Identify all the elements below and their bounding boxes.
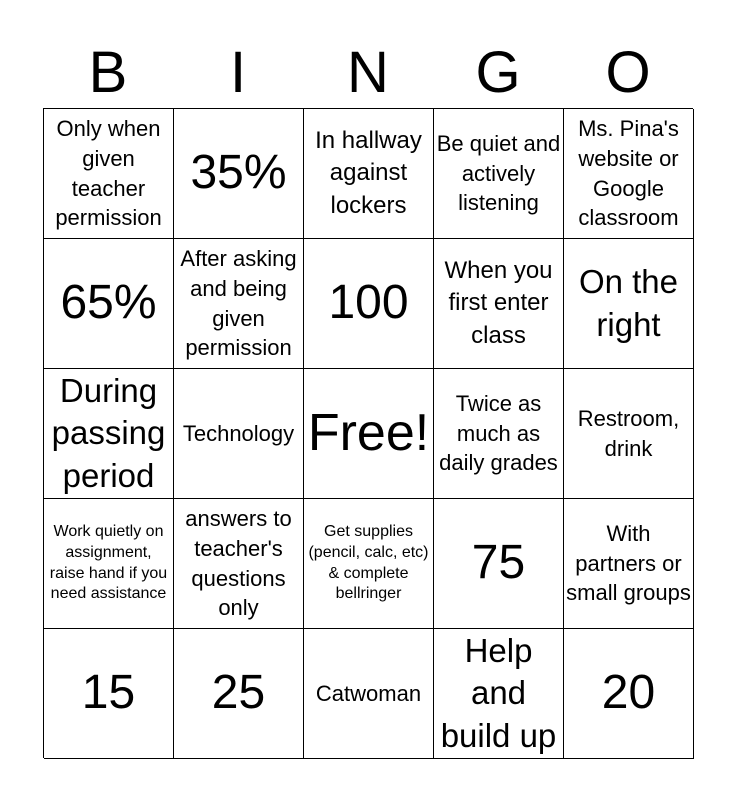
cell-text: 100 xyxy=(328,276,409,330)
free-space-text: Free! xyxy=(307,403,430,462)
header-letter-b: B xyxy=(88,40,128,105)
free-space-cell[interactable] xyxy=(304,369,434,499)
cell-text: Technology xyxy=(182,420,295,446)
bingo-cell[interactable] xyxy=(304,239,434,369)
bingo-cell[interactable] xyxy=(174,109,304,239)
cell-text: 35% xyxy=(190,146,287,200)
cell-text: Restroom, drink xyxy=(577,405,680,461)
bingo-cell[interactable] xyxy=(304,499,434,629)
cell-text: On the right xyxy=(578,263,679,343)
cell-text: 20 xyxy=(601,666,656,720)
bingo-cell[interactable] xyxy=(564,109,694,239)
cell-text: 75 xyxy=(471,536,526,590)
bingo-grid xyxy=(43,108,693,758)
bingo-cell[interactable] xyxy=(174,239,304,369)
bingo-cell[interactable] xyxy=(174,629,304,759)
cell-text: When you first enter class xyxy=(444,256,553,349)
header-letter-i: I xyxy=(229,40,247,105)
bingo-cell[interactable] xyxy=(44,369,174,499)
bingo-cell[interactable] xyxy=(434,109,564,239)
cell-text: 15 xyxy=(81,666,136,720)
cell-text: 25 xyxy=(211,666,266,720)
cell-text: Ms. Pina's website or Google classroom xyxy=(578,115,679,231)
bingo-cell[interactable] xyxy=(44,239,174,369)
cell-text: 65% xyxy=(60,276,157,330)
bingo-cell[interactable] xyxy=(174,369,304,499)
cell-text: With partners or small groups xyxy=(566,520,691,606)
bingo-cell[interactable] xyxy=(564,239,694,369)
cell-text: answers to teacher's questions only xyxy=(185,505,292,621)
bingo-cell[interactable] xyxy=(304,109,434,239)
bingo-cell[interactable] xyxy=(434,629,564,759)
bingo-cell[interactable] xyxy=(174,499,304,629)
header-letter-o: O xyxy=(605,40,651,105)
cell-text: Get supplies (pencil, calc, etc) & complete bellringer xyxy=(308,522,429,603)
bingo-cell[interactable] xyxy=(44,629,174,759)
bingo-cell[interactable] xyxy=(304,629,434,759)
bingo-cell[interactable] xyxy=(564,629,694,759)
cell-text: Catwoman xyxy=(315,680,422,706)
cell-text: In hallway against lockers xyxy=(315,126,422,219)
cell-text: Be quiet and actively listening xyxy=(436,130,561,216)
bingo-cell[interactable] xyxy=(44,499,174,629)
header-letter-n: N xyxy=(347,40,389,105)
bingo-header xyxy=(43,38,693,108)
bingo-cell[interactable] xyxy=(44,109,174,239)
bingo-cell[interactable] xyxy=(564,499,694,629)
cell-text: Only when given teacher permission xyxy=(55,115,162,231)
cell-text: Twice as much as daily grades xyxy=(439,390,558,476)
bingo-cell[interactable] xyxy=(564,369,694,499)
bingo-cell[interactable] xyxy=(434,369,564,499)
cell-text: After asking and being given permission xyxy=(180,245,297,361)
header-letter-g: G xyxy=(475,40,521,105)
cell-text: Work quietly on assignment, raise hand if you need assistance xyxy=(49,522,168,603)
bingo-cell[interactable] xyxy=(434,239,564,369)
cell-text: During passing period xyxy=(51,372,166,494)
bingo-cell[interactable] xyxy=(434,499,564,629)
cell-text: Help and build up xyxy=(440,632,557,754)
